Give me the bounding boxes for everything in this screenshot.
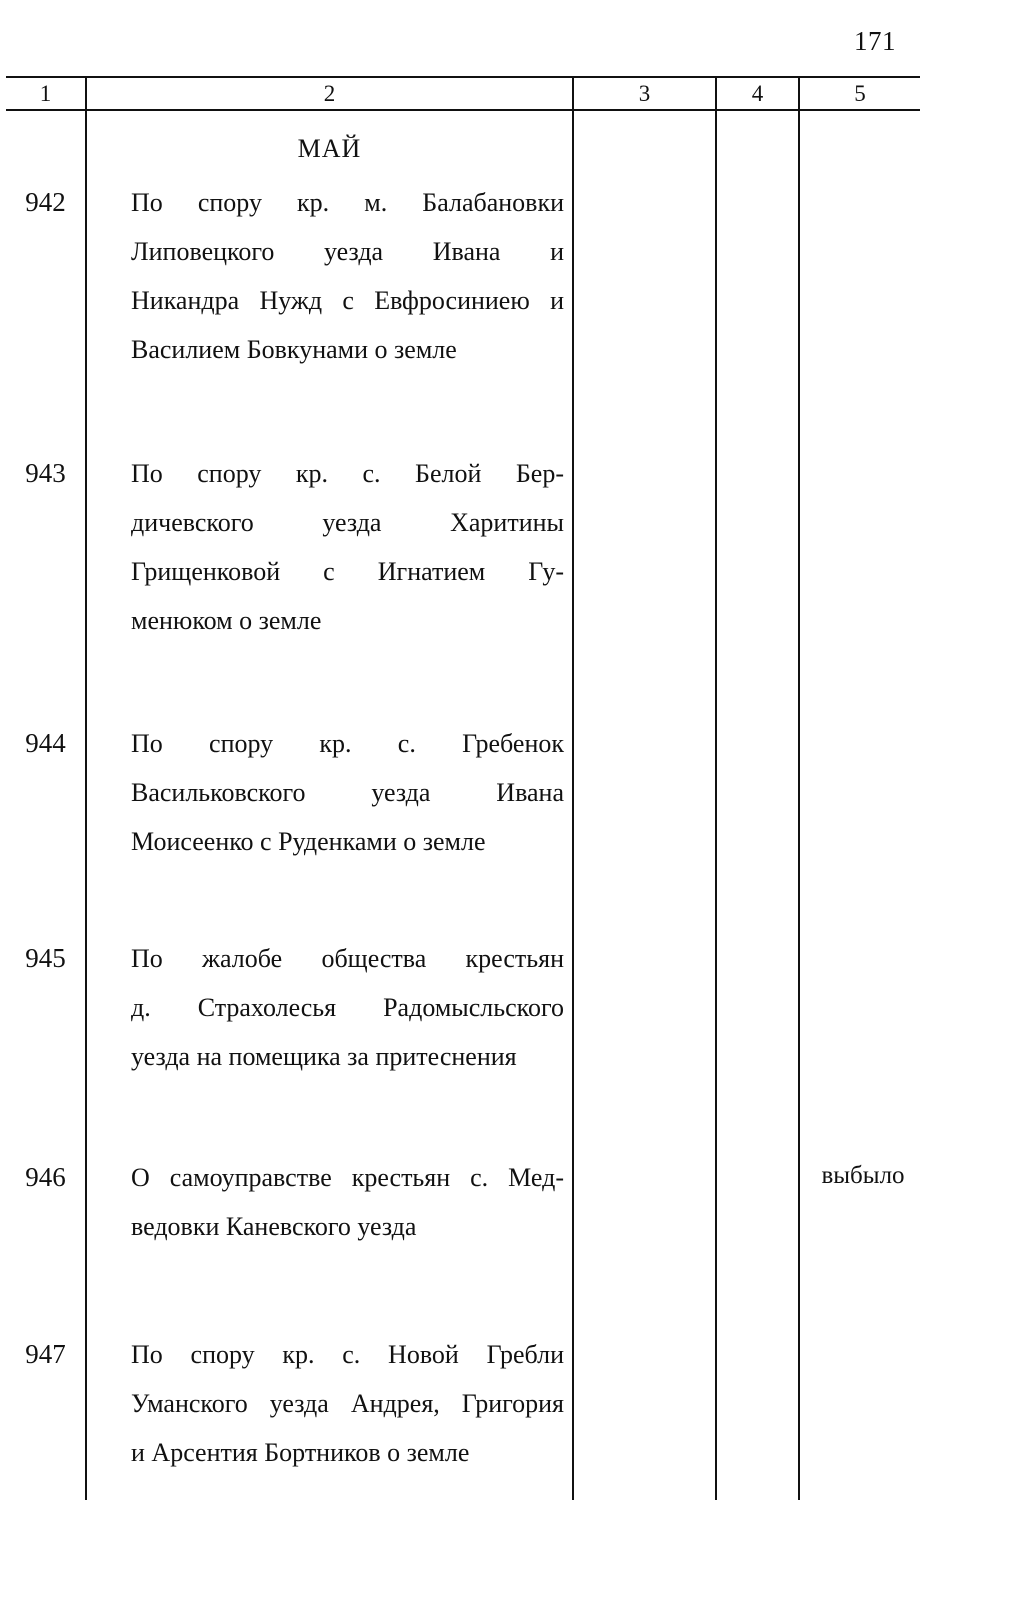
column-header-2: 2: [323, 81, 336, 106]
entry-line: По спору кр. м. Балабановки: [131, 188, 564, 217]
entry-line: Васильковского уезда Ивана: [131, 778, 564, 807]
entry-line: дичевского уезда Харитины: [131, 508, 564, 537]
entry-description: [131, 1153, 564, 1251]
entry-line: По спору кр. с. Новой Гребли: [131, 1340, 564, 1369]
column-header-1: 1: [39, 81, 52, 106]
entry-line: Липовецкого уезда Ивана и: [131, 237, 564, 266]
month-heading: МАЙ: [297, 134, 362, 163]
entry-status: выбыло: [821, 1162, 905, 1189]
column-rule-4: [798, 76, 800, 1500]
entry-description: [131, 449, 564, 645]
entry-description: [131, 934, 564, 1081]
entry-line: ведовки Каневского уезда: [131, 1212, 417, 1241]
entry-number: 946: [25, 1162, 66, 1192]
entry-line: Грищенковой с Игнатием Гу-: [131, 557, 564, 586]
column-rule-2: [572, 76, 574, 1500]
entry-number: 942: [25, 187, 66, 217]
entry-line: Уманского уезда Андрея, Григория: [131, 1389, 564, 1418]
entry-line: Никандра Нужд с Евфросиниею и: [131, 286, 564, 315]
entry-number: 943: [25, 458, 66, 488]
entry-description: [131, 178, 564, 374]
entry-line: По жалобе общества крестьян: [131, 944, 564, 973]
entry-line: О самоуправстве крестьян с. Мед-: [131, 1163, 564, 1192]
register-table: [6, 76, 920, 1500]
entry-line: уезда на помещика за притеснения: [131, 1042, 517, 1071]
entry-line: По спору кр. с. Белой Бер-: [131, 459, 564, 488]
entry-line: Моисеенко с Руденками о земле: [131, 827, 486, 856]
entry-line: Василием Бовкунами о земле: [131, 335, 457, 364]
entry-number: 944: [25, 728, 66, 758]
table-top-rule: [6, 76, 920, 78]
header-bottom-rule: [6, 109, 920, 111]
entry-description: [131, 719, 564, 866]
entry-number: 947: [25, 1339, 66, 1369]
column-header-4: 4: [751, 81, 764, 106]
column-header-3: 3: [638, 81, 651, 106]
entry-line: д. Страхолесья Радомысльского: [131, 993, 564, 1022]
column-header-5: 5: [854, 81, 866, 106]
entry-number: 945: [25, 943, 66, 973]
column-rule-3: [715, 76, 717, 1500]
entry-line: менюком о земле: [131, 606, 322, 635]
entry-description: [131, 1330, 564, 1477]
entry-line: и Арсентия Бортников о земле: [131, 1438, 470, 1467]
page-number: 171: [854, 26, 896, 56]
entry-line: По спору кр. с. Гребенок: [131, 729, 564, 758]
column-rule-1: [85, 76, 87, 1500]
